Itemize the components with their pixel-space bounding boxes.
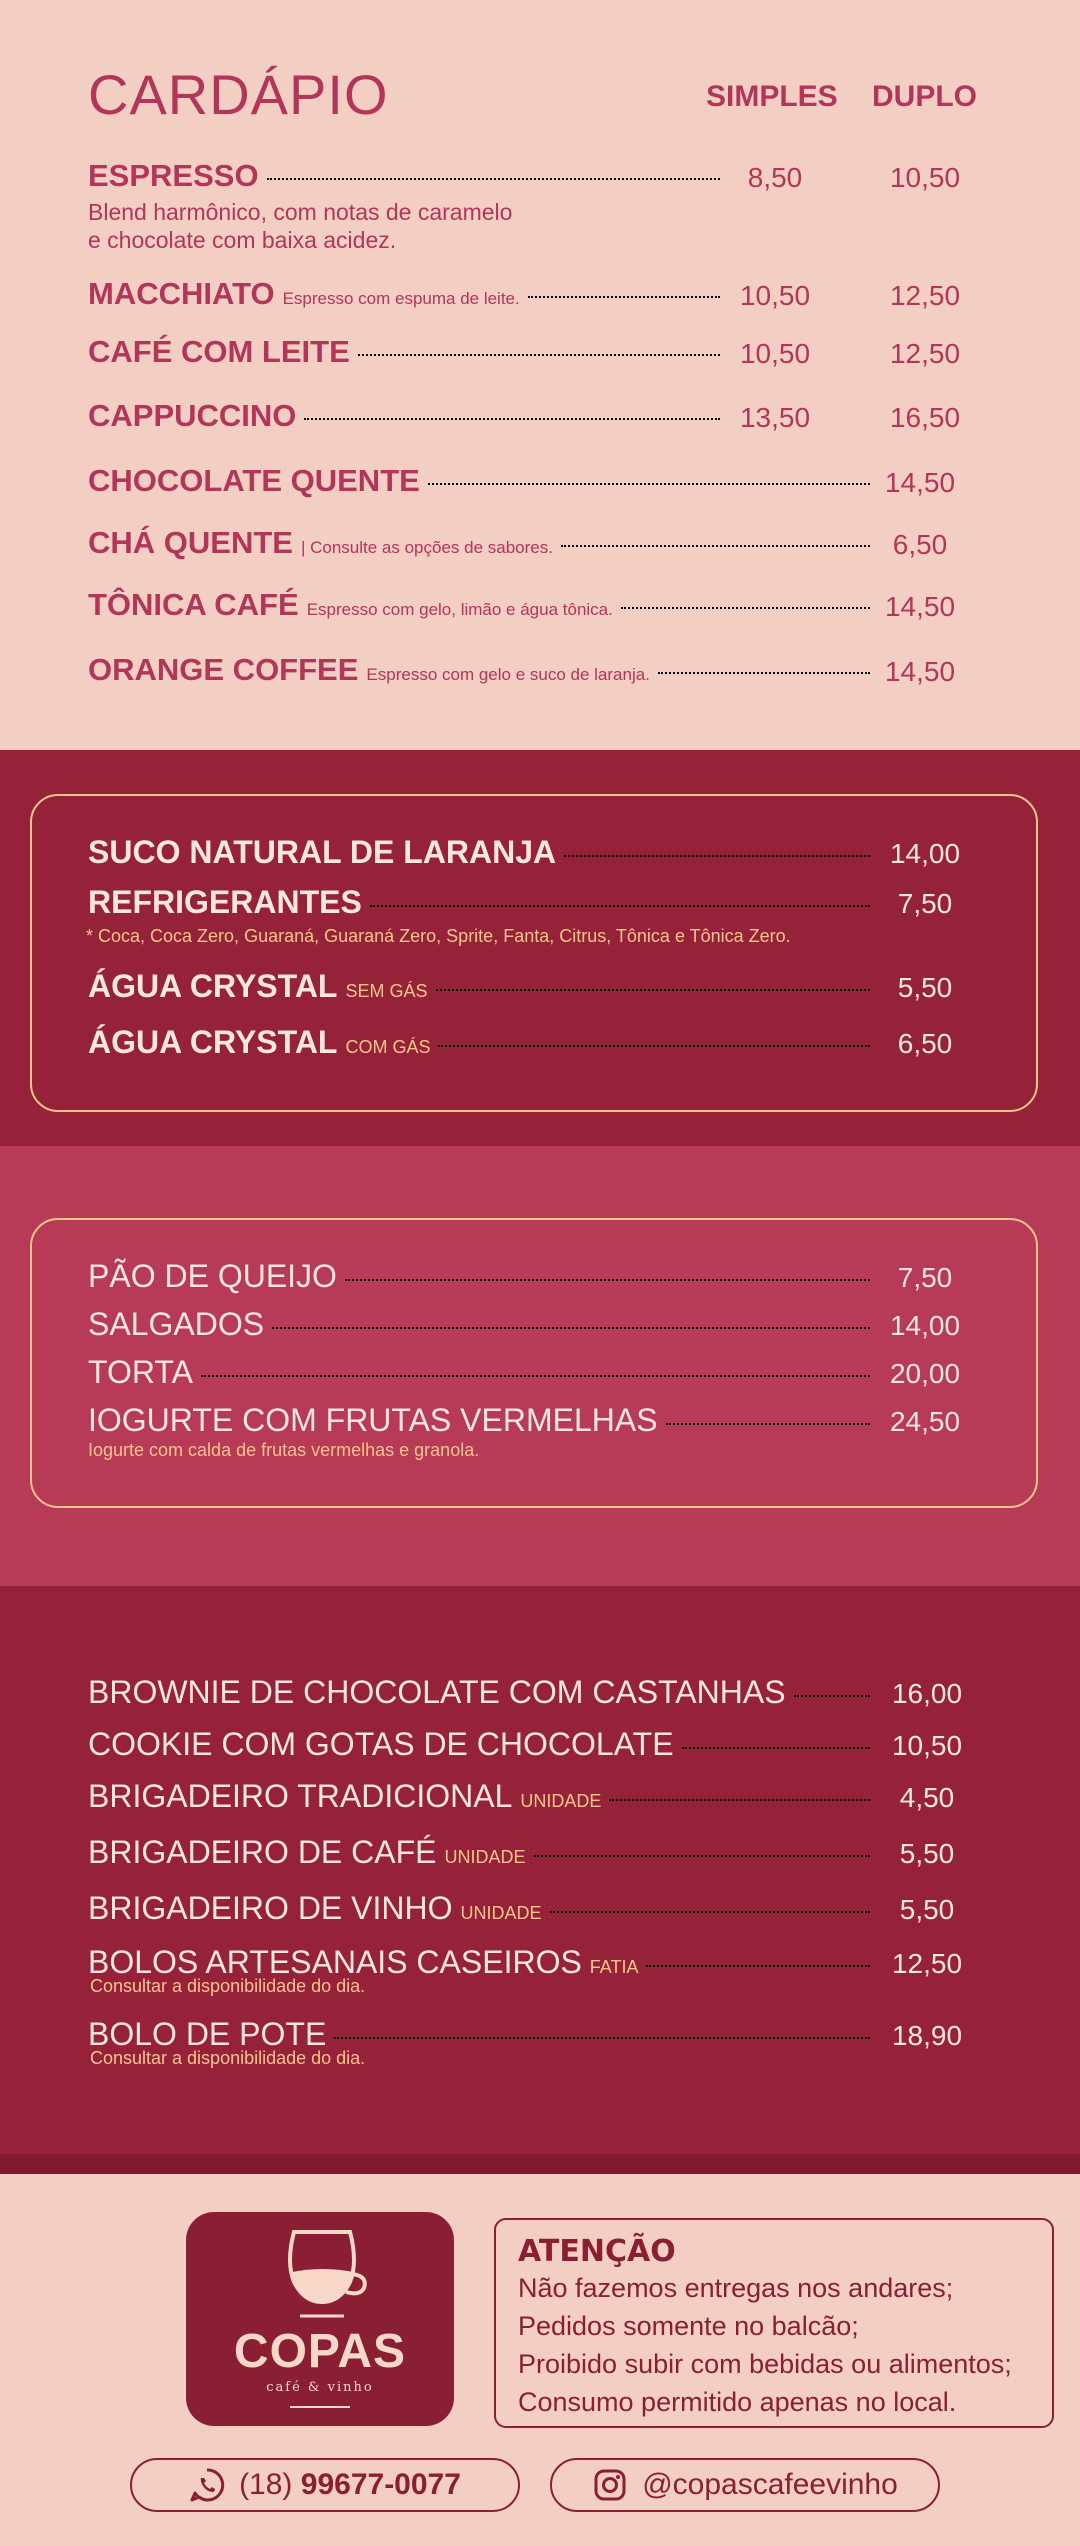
menu-item-torta xyxy=(88,1354,878,1391)
item-note: UNIDADE xyxy=(520,1791,602,1811)
menu-item-suco-laranja xyxy=(88,834,878,871)
leader-dots xyxy=(561,545,870,547)
item-note: | Consulte as opções de sabores. xyxy=(300,538,553,557)
item-note: SEM GÁS xyxy=(345,981,428,1001)
price: 5,50 xyxy=(899,1894,955,1925)
leader-dots xyxy=(550,1911,870,1913)
price: 24,50 xyxy=(889,1406,961,1437)
leader-dots xyxy=(358,354,720,356)
column-double-header: DUPLO xyxy=(872,80,977,113)
item-name: PÃO DE QUEIJO xyxy=(88,1258,337,1294)
instagram-icon xyxy=(592,2467,628,2503)
leader-dots xyxy=(528,296,720,298)
phone-contact[interactable] xyxy=(130,2458,520,2512)
menu-item-pao-de-queijo xyxy=(88,1258,878,1295)
item-name: ÁGUA CRYSTAL xyxy=(88,1024,338,1060)
item-note: UNIDADE xyxy=(460,1903,542,1923)
item-name: SALGADOS xyxy=(88,1306,265,1342)
item-name: IOGURTE COM FRUTAS VERMELHAS xyxy=(88,1402,658,1438)
item-note: COM GÁS xyxy=(345,1037,431,1057)
coffee-section xyxy=(0,0,1080,750)
section-divider xyxy=(0,2154,1080,2174)
item-note: Espresso com gelo, limão e água tônica. xyxy=(306,600,613,619)
price-simple: 13,50 xyxy=(739,402,811,433)
price: 14,00 xyxy=(889,1310,961,1341)
price: 16,00 xyxy=(891,1678,963,1709)
leader-dots xyxy=(646,1965,870,1967)
item-name: TORTA xyxy=(88,1354,193,1390)
menu-item-salgados xyxy=(88,1306,878,1343)
item-name: ÁGUA CRYSTAL xyxy=(88,968,338,1004)
menu-item-cookie xyxy=(88,1726,878,1763)
menu-item-brigadeiro-cafe xyxy=(88,1834,878,1871)
item-name: CAFÉ COM LEITE xyxy=(88,334,350,369)
sweets-section xyxy=(0,1586,1080,2174)
menu-item-iogurte xyxy=(88,1402,878,1439)
instagram-handle: @copascafeevinho xyxy=(642,2468,898,2501)
item-name: REFRIGERANTES xyxy=(88,884,362,920)
item-name: BOLO DE POTE xyxy=(88,2016,327,2052)
leader-dots xyxy=(428,483,870,485)
wine-cup-icon xyxy=(272,2226,372,2326)
item-name: BRIGADEIRO TRADICIONAL xyxy=(88,1778,513,1814)
price: 5,50 xyxy=(897,972,953,1003)
item-note: Espresso com gelo e suco de laranja. xyxy=(366,665,650,684)
attention-line: Consumo permitido apenas no local. xyxy=(518,2387,957,2417)
menu-item-cha-quente xyxy=(88,525,878,561)
item-name: SUCO NATURAL DE LARANJA xyxy=(88,834,557,870)
menu-title: CARDÁPIO xyxy=(88,63,389,126)
column-simple-header: SIMPLES xyxy=(706,80,838,113)
brand-name: COPAS xyxy=(233,2325,407,2378)
menu-item-tonica-cafe xyxy=(88,587,878,623)
price: 5,50 xyxy=(899,1838,955,1869)
price: 14,50 xyxy=(884,656,956,687)
leader-dots xyxy=(436,989,871,991)
price: 10,50 xyxy=(891,1730,963,1761)
menu-item-macchiato xyxy=(88,276,728,312)
price: 12,50 xyxy=(891,1948,963,1979)
price-simple: 10,50 xyxy=(739,338,811,369)
item-note: UNIDADE xyxy=(444,1847,526,1867)
instagram-contact[interactable] xyxy=(550,2458,940,2512)
item-name: TÔNICA CAFÉ xyxy=(88,587,299,622)
price: 14,00 xyxy=(889,838,961,869)
leader-dots xyxy=(534,1855,870,1857)
item-name: MACCHIATO xyxy=(88,276,275,311)
item-note: FATIA xyxy=(589,1957,639,1977)
leader-dots xyxy=(794,1695,870,1697)
item-description: * Coca, Coca Zero, Guaraná, Guaraná Zero, Sprite, Fanta, Citrus, Tônica e Tônica Zero. xyxy=(86,926,791,946)
attention-title: ATENÇÃO xyxy=(518,2234,676,2269)
price: 6,50 xyxy=(897,1028,953,1059)
phone-prefix: (18) xyxy=(239,2468,293,2501)
price: 14,50 xyxy=(884,591,956,622)
price-simple: 8,50 xyxy=(747,162,803,193)
menu-item-espresso xyxy=(88,158,728,194)
menu-item-refrigerantes xyxy=(88,884,878,921)
menu-item-orange-coffee xyxy=(88,652,878,688)
attention-box xyxy=(494,2218,1054,2428)
leader-dots xyxy=(666,1423,870,1425)
menu-item-brigadeiro-tradicional xyxy=(88,1778,878,1815)
item-note: Espresso com espuma de leite. xyxy=(282,289,520,308)
item-name: BRIGADEIRO DE VINHO xyxy=(88,1890,453,1926)
item-name: ESPRESSO xyxy=(88,158,259,193)
leader-dots xyxy=(438,1045,870,1047)
leader-dots xyxy=(267,178,720,180)
attention-line: Pedidos somente no balcão; xyxy=(518,2311,859,2341)
brand-logo xyxy=(186,2212,454,2426)
leader-dots xyxy=(682,1747,870,1749)
item-name: BRIGADEIRO DE CAFÉ xyxy=(88,1834,437,1870)
leader-dots xyxy=(272,1327,870,1329)
item-description: Consultar a disponibilidade do dia. xyxy=(90,1976,366,1996)
leader-dots xyxy=(621,607,870,609)
price: 20,00 xyxy=(889,1358,961,1389)
item-description-line: Blend harmônico, com notas de caramelo xyxy=(88,199,513,225)
leader-dots xyxy=(658,672,870,674)
item-description: Consultar a disponibilidade do dia. xyxy=(90,2048,366,2068)
menu-item-brigadeiro-vinho xyxy=(88,1890,878,1927)
item-name: COOKIE COM GOTAS DE CHOCOLATE xyxy=(88,1726,674,1762)
menu-item-cappuccino xyxy=(88,398,728,434)
item-name: BOLOS ARTESANAIS CASEIROS xyxy=(88,1944,582,1980)
price-double: 10,50 xyxy=(889,162,961,193)
menu-item-brownie xyxy=(88,1674,878,1711)
leader-dots xyxy=(304,418,720,420)
item-name: BROWNIE DE CHOCOLATE COM CASTANHAS xyxy=(88,1674,786,1710)
price: 7,50 xyxy=(897,1262,953,1293)
price-simple: 10,50 xyxy=(739,280,811,311)
phone-number: 99677-0077 xyxy=(300,2468,461,2501)
menu-item-cafe-com-leite xyxy=(88,334,728,370)
price: 7,50 xyxy=(897,888,953,919)
price: 18,90 xyxy=(891,2020,963,2051)
item-name: CHÁ QUENTE xyxy=(88,525,293,560)
snacks-section xyxy=(0,1146,1080,1586)
phone-text xyxy=(239,2468,461,2502)
price-double: 12,50 xyxy=(889,280,961,311)
item-name: ORANGE COFFEE xyxy=(88,652,359,687)
attention-line: Não fazemos entregas nos andares; xyxy=(518,2273,954,2303)
leader-dots xyxy=(334,2037,870,2039)
price: 4,50 xyxy=(899,1782,955,1813)
leader-dots xyxy=(609,1799,870,1801)
attention-line: Proibido subir com bebidas ou alimentos; xyxy=(518,2349,1012,2379)
menu-item-chocolate-quente xyxy=(88,463,878,499)
menu-item-agua-sem-gas xyxy=(88,968,878,1005)
logo-underline xyxy=(290,2406,350,2408)
leader-dots xyxy=(201,1375,870,1377)
brand-tagline: café & vinho xyxy=(266,2380,374,2395)
leader-dots xyxy=(564,855,870,857)
menu-item-agua-com-gas xyxy=(88,1024,878,1061)
item-description: Iogurte com calda de frutas vermelhas e granola. xyxy=(88,1440,480,1460)
item-description-line: e chocolate com baixa acidez. xyxy=(88,227,397,253)
leader-dots xyxy=(345,1279,870,1281)
whatsapp-icon xyxy=(189,2467,225,2503)
item-name: CAPPUCCINO xyxy=(88,398,297,433)
price-double: 16,50 xyxy=(889,402,961,433)
leader-dots xyxy=(370,905,870,907)
drinks-section xyxy=(0,750,1080,1146)
price-double: 12,50 xyxy=(889,338,961,369)
item-name: CHOCOLATE QUENTE xyxy=(88,463,420,498)
price: 14,50 xyxy=(884,467,956,498)
price: 6,50 xyxy=(892,529,948,560)
